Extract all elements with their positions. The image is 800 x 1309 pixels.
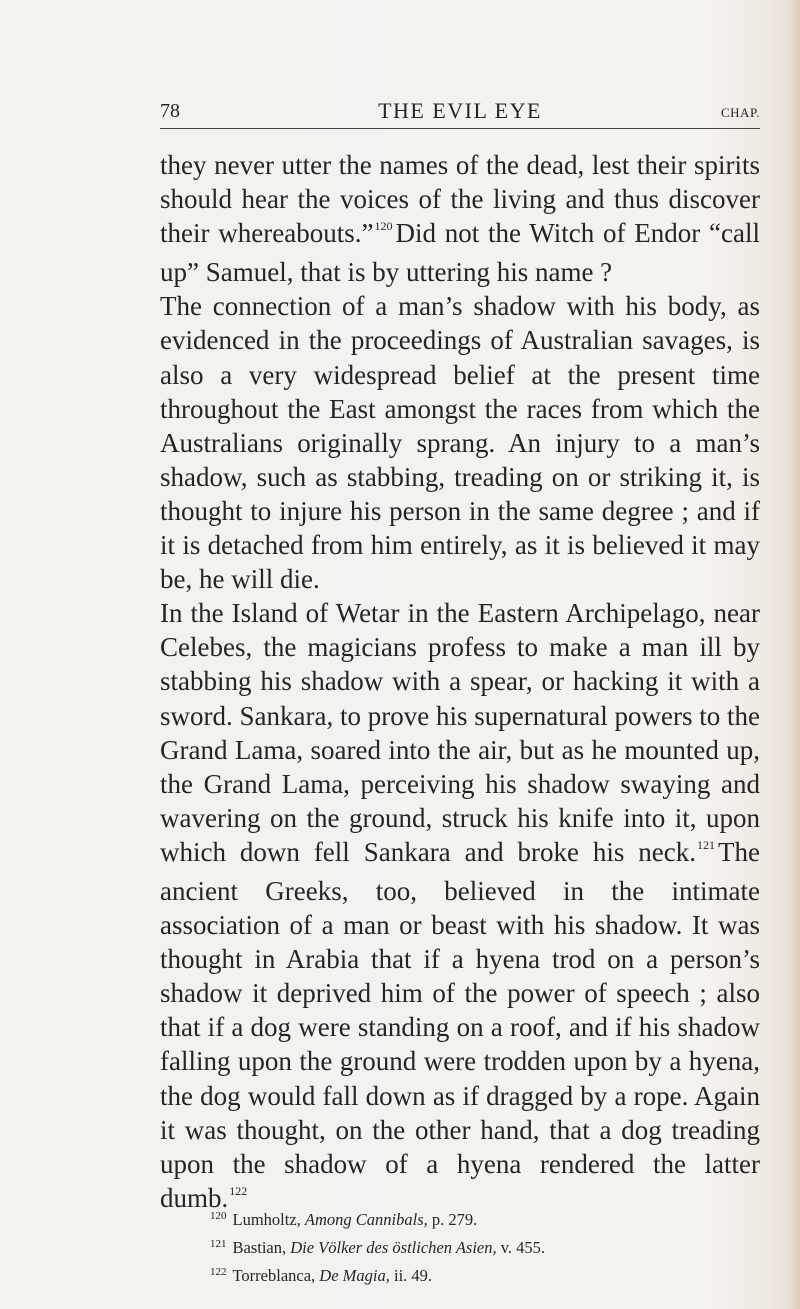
- header-rule: [160, 128, 760, 129]
- footnote-location: v. 455.: [500, 1238, 546, 1257]
- page-edge-shadow: [790, 0, 800, 1309]
- footnote-reference-121: 121: [697, 837, 716, 852]
- footnote-121: [210, 1235, 770, 1263]
- chapter-label: CHAP.: [721, 105, 760, 120]
- paragraph-2: The connection of a man’s shadow with his body, as evidenced in the proceedings of Australian savages, is also a very widespread belief at the present time throughout the East amongst the races from which the Australians originally sprang. An injury to a man’s shadow, such as stabbing, treading on or striking it, is thought to injure his person in the same degree ; and if it is detached from him entirely, as it is believed it may be, he will die.: [160, 291, 760, 595]
- paragraph-3-part-b: The ancient Greeks, too, believed in the intimate association of a man or beast with his shadow. It was thought in Arabia that if a hyena trod on a person’s shadow it deprived him of the power of speech ; also that if a dog were standing on a roof, and if his shadow falling upon the ground were trodden upon by a hyena, the dog would fall down as if dragged by a rope. Again it was thought, on the other hand, that a dog treading upon the shadow of a hyena rendered the latter dumb.: [160, 836, 760, 1213]
- footnote-location: p. 279.: [431, 1210, 478, 1229]
- footnotes: [210, 1207, 770, 1291]
- page-number: 78: [160, 100, 180, 122]
- paragraph-1-part-a: they never utter the names of the dead, lest their spirits should hear the voices of the living and thus discover their whereabouts.”: [160, 150, 760, 249]
- footnote-title: De Magia,: [319, 1266, 390, 1285]
- footnote-number: 121: [210, 1238, 227, 1250]
- footnote-author: Torreblanca,: [232, 1266, 316, 1285]
- footnote-author: Bastian,: [232, 1238, 287, 1257]
- running-title: THE EVIL EYE: [378, 98, 542, 123]
- footnote-title: Die Völker des östlichen Asien,: [290, 1238, 497, 1257]
- footnote-number: 122: [210, 1266, 227, 1278]
- footnote-reference-120: 120: [374, 219, 393, 234]
- paragraph-3-part-a: In the Island of Wetar in the Eastern Archipelago, near Celebes, the magicians profess to make a man ill by stabbing his shadow with a spear, or hacking it with a sword. Sankara, to prove his supernatural powers to the Grand Lama, soared into the air, but as he mounted up, the Grand Lama, perceiving his shadow swaying and wavering on the ground, struck his knife into it, upon which down fell Sankara and broke his neck.: [160, 598, 760, 867]
- paragraph-3: [160, 596, 760, 1220]
- footnote-author: Lumholtz,: [232, 1210, 301, 1229]
- footnote-reference-122: 122: [229, 1183, 248, 1198]
- footnote-title: Among Cannibals,: [304, 1210, 428, 1229]
- footnote-120: [210, 1207, 770, 1235]
- paragraph-1: [160, 148, 760, 289]
- running-header: [160, 96, 760, 130]
- footnote-number: 120: [210, 1210, 227, 1222]
- body-text: [160, 148, 760, 1220]
- footnote-122: [210, 1263, 770, 1291]
- paragraph-1-part-b: Did not the Witch of Endor “call up” Samuel, that is by uttering his name ?: [160, 218, 760, 288]
- footnote-location: ii. 49.: [394, 1266, 433, 1285]
